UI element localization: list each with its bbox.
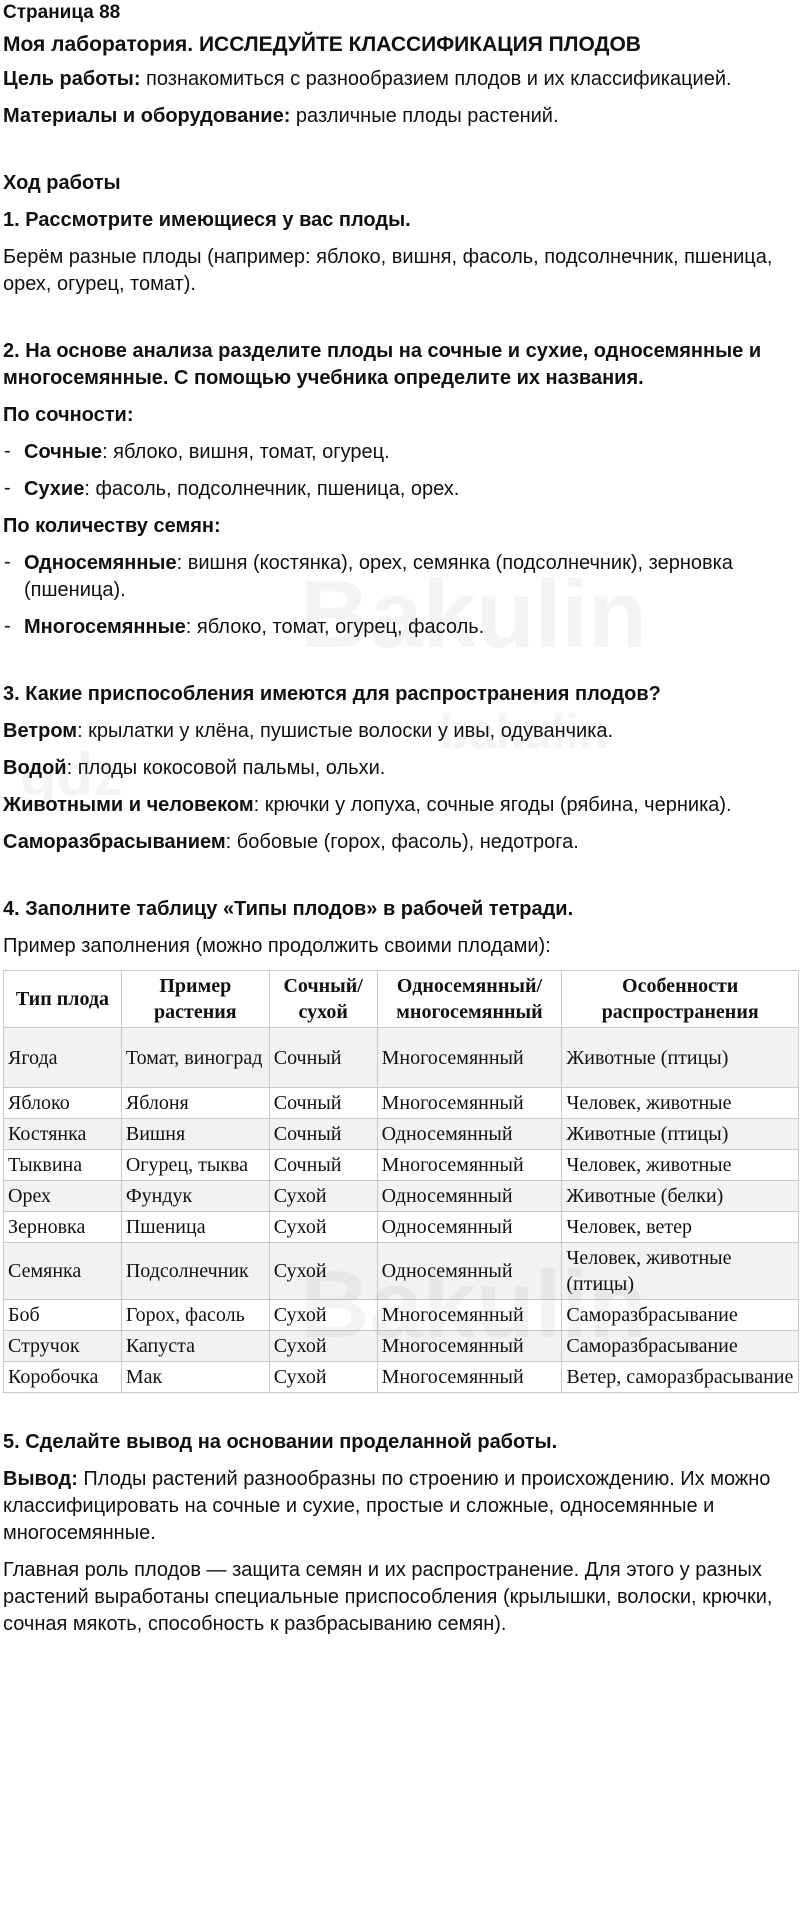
fruit-types-table xyxy=(3,970,799,1393)
progress-heading: Ход работы xyxy=(3,172,121,194)
page-title: Моя лаборатория. ИССЛЕДУЙТЕ КЛАССИФИКАЦИЯ ПЛОДОВ xyxy=(3,33,641,56)
conclusion-label: Вывод: xyxy=(3,1468,78,1490)
step5-heading: 5. Сделайте вывод на основании проделанной работы. xyxy=(3,1431,558,1453)
conclusion-text: Плоды растений разнообразны по строению и происхождению. Их можно классифицировать на сочные и сухие, простые и сложные, односемянные и многосемянные. xyxy=(3,1468,771,1544)
table-cell: Яблоко xyxy=(4,1088,122,1119)
table-cell: Томат, виноград xyxy=(121,1028,269,1088)
table-cell: Саморазбрасывание xyxy=(562,1300,799,1331)
table-row xyxy=(4,1088,799,1119)
seeds-heading: По количеству семян: xyxy=(3,515,221,537)
conclusion-paragraph xyxy=(3,1466,797,1547)
table-cell: Горох, фасоль xyxy=(121,1300,269,1331)
table-cell: Человек, животные (птицы) xyxy=(562,1243,799,1300)
dispersal-text: : плоды кокосовой пальмы, ольхи. xyxy=(66,757,386,779)
dispersal-item xyxy=(3,792,797,819)
table-intro: Пример заполнения (можно продолжить своими плодами): xyxy=(3,935,551,957)
header-plant-example: Пример растения xyxy=(121,971,269,1028)
table-cell: Многосемянный xyxy=(377,1331,562,1362)
step1-text: Берём разные плоды (например: яблоко, вишня, фасоль, подсолнечник, пшеница, орех, огурец, томат). xyxy=(3,246,773,295)
dispersal-item xyxy=(3,718,797,745)
list-item-term: Сочные xyxy=(24,441,103,463)
final-paragraph: Главная роль плодов — защита семян и их распространение. Для этого у разных растений выработаны специальные приспособления (крылышки, волоски, крючки, сочная мякоть, способность к разбрасыванию семян). xyxy=(3,1559,773,1635)
table-cell: Сочный xyxy=(269,1119,377,1150)
dispersal-term: Саморазбрасыванием xyxy=(3,831,226,853)
table-row xyxy=(4,1212,799,1243)
table-cell: Многосемянный xyxy=(377,1300,562,1331)
step4-heading: 4. Заполните таблицу «Типы плодов» в рабочей тетради. xyxy=(3,898,574,920)
juiciness-heading: По сочности: xyxy=(3,404,134,426)
table-cell: Сухой xyxy=(269,1212,377,1243)
table-row xyxy=(4,1181,799,1212)
dispersal-text: : крючки у лопуха, сочные ягоды (рябина, черника). xyxy=(253,794,732,816)
table-cell: Сухой xyxy=(269,1300,377,1331)
table-row xyxy=(4,1300,799,1331)
table-cell: Животные (белки) xyxy=(562,1181,799,1212)
list-item-text: : яблоко, вишня, томат, огурец. xyxy=(102,441,390,463)
table-row xyxy=(4,1243,799,1300)
list-item-term: Многосемянные xyxy=(24,616,186,638)
table-cell: Человек, животные xyxy=(562,1150,799,1181)
table-cell: Семянка xyxy=(4,1243,122,1300)
table-row xyxy=(4,1150,799,1181)
list-item-text: : яблоко, томат, огурец, фасоль. xyxy=(185,616,485,638)
materials-text: различные плоды растений. xyxy=(290,105,559,127)
table-cell: Фундук xyxy=(121,1181,269,1212)
header-dispersal: Особенности распространения xyxy=(562,971,799,1028)
table-cell: Сочный xyxy=(269,1088,377,1119)
table-row xyxy=(4,1119,799,1150)
table-cell: Многосемянный xyxy=(377,1150,562,1181)
table-cell: Вишня xyxy=(121,1119,269,1150)
table-cell: Сухой xyxy=(269,1331,377,1362)
dispersal-term: Животными и человеком xyxy=(3,794,254,816)
table-cell: Сочный xyxy=(269,1028,377,1088)
table-cell: Односемянный xyxy=(377,1212,562,1243)
table-cell: Капуста xyxy=(121,1331,269,1362)
step1-heading: 1. Рассмотрите имеющиеся у вас плоды. xyxy=(3,209,411,231)
table-cell: Сухой xyxy=(269,1243,377,1300)
table-row xyxy=(4,1331,799,1362)
goal-paragraph xyxy=(3,66,797,93)
table-cell: Боб xyxy=(4,1300,122,1331)
list-item xyxy=(3,550,797,604)
table-cell: Костянка xyxy=(4,1119,122,1150)
table-cell: Саморазбрасывание xyxy=(562,1331,799,1362)
table-cell: Сочный xyxy=(269,1150,377,1181)
dispersal-item xyxy=(3,829,797,856)
table-cell: Сухой xyxy=(269,1362,377,1393)
table-cell: Мак xyxy=(121,1362,269,1393)
table-cell: Яблоня xyxy=(121,1088,269,1119)
materials-paragraph xyxy=(3,103,797,130)
dispersal-term: Водой xyxy=(3,757,67,779)
dispersal-item xyxy=(3,755,797,782)
table-cell: Стручок xyxy=(4,1331,122,1362)
table-cell: Человек, ветер xyxy=(562,1212,799,1243)
table-cell: Животные (птицы) xyxy=(562,1028,799,1088)
header-fruit-type: Тип плода xyxy=(4,971,122,1028)
table-cell: Многосемянный xyxy=(377,1088,562,1119)
table-cell: Зерновка xyxy=(4,1212,122,1243)
table-cell: Односемянный xyxy=(377,1181,562,1212)
list-item xyxy=(3,614,797,641)
dispersal-text: : крылатки у клёна, пушистые волоски у ивы, одуванчика. xyxy=(77,720,614,742)
table-cell: Пшеница xyxy=(121,1212,269,1243)
table-cell: Сухой xyxy=(269,1181,377,1212)
seeds-list xyxy=(3,550,797,641)
table-header-row xyxy=(4,971,799,1028)
list-item-term: Односемянные xyxy=(24,552,177,574)
table-cell: Односемянный xyxy=(377,1119,562,1150)
header-seed-count: Односемянный/ многосемянный xyxy=(377,971,562,1028)
step3-heading: 3. Какие приспособления имеются для распространения плодов? xyxy=(3,683,661,705)
juiciness-list xyxy=(3,439,797,503)
table-cell: Многосемянный xyxy=(377,1362,562,1393)
goal-text: познакомиться с разнообразием плодов и их классификацией. xyxy=(140,68,732,90)
dispersal-text: : бобовые (горох, фасоль), недотрога. xyxy=(225,831,579,853)
table-cell: Огурец, тыква xyxy=(121,1150,269,1181)
table-row xyxy=(4,1362,799,1393)
table-cell: Ягода xyxy=(4,1028,122,1088)
list-item xyxy=(3,476,797,503)
table-cell: Тыквина xyxy=(4,1150,122,1181)
list-item xyxy=(3,439,797,466)
list-item-text: : фасоль, подсолнечник, пшеница, орех. xyxy=(84,478,460,500)
table-cell: Ветер, саморазбрасывание xyxy=(562,1362,799,1393)
dispersal-term: Ветром xyxy=(3,720,78,742)
table-cell: Односемянный xyxy=(377,1243,562,1300)
materials-label: Материалы и оборудование: xyxy=(3,105,291,127)
table-cell: Животные (птицы) xyxy=(562,1119,799,1150)
table-cell: Подсолнечник xyxy=(121,1243,269,1300)
header-juicy-dry: Сочный/ сухой xyxy=(269,971,377,1028)
list-item-text: : вишня (костянка), орех, семянка (подсолнечник), зерновка (пшеница). xyxy=(24,552,733,601)
table-cell: Коробочка xyxy=(4,1362,122,1393)
table-cell: Многосемянный xyxy=(377,1028,562,1088)
step2-heading: 2. На основе анализа разделите плоды на сочные и сухие, односемянные и многосемянные. С помощью учебника определите их названия. xyxy=(3,340,762,389)
list-item-term: Сухие xyxy=(24,478,85,500)
page-number: Страница 88 xyxy=(3,2,121,23)
table-cell: Орех xyxy=(4,1181,122,1212)
table-cell: Человек, животные xyxy=(562,1088,799,1119)
table-row xyxy=(4,1028,799,1088)
goal-label: Цель работы: xyxy=(3,68,141,90)
